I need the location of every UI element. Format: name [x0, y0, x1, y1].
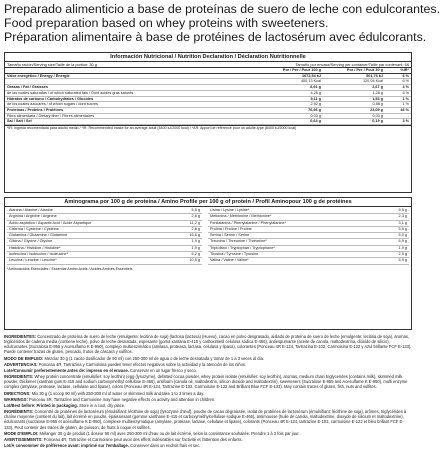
- amino-value: 2,8 g: [182, 226, 202, 232]
- description-en: Food preparation based on whey proteins with sweeteners.: [4, 16, 329, 30]
- ingredient-text: Store in a cool, dry place.: [77, 402, 126, 408]
- ingredient-heading: MODE D'EMPLOI:: [4, 430, 39, 436]
- nutrition-header-30g: Por / Per / Pour 30 g: [323, 68, 385, 73]
- amino-label: Serina / Serine / Sérine: [208, 233, 389, 239]
- ingredient-heading: INGREDIENTES:: [4, 334, 37, 339]
- amino-title: Aminograma por 100 g de proteína / Amino Profile per 100 g of protein / Profil Aminopour 100 g de protéines: [5, 198, 411, 207]
- amino-columns: [5, 207, 411, 266]
- amino-label: Histidina / Histidine / Histidine*: [7, 245, 182, 251]
- nutrition-title: Información Nutricional / Nutrition Declaration / Déclaration Nutritionnelle: [5, 53, 411, 62]
- amino-value: 5,9 g: [389, 258, 409, 264]
- amino-value: 3,1 g: [389, 220, 409, 226]
- amino-label: Fenilalanina / Phenylalanine / Phénylalanine*: [208, 220, 389, 226]
- nutrient-label: Hidratos de carbono / Carbohydrates / Glucides: [5, 96, 261, 102]
- nutrient-label: Proteínas / Proteins / Protéines: [5, 107, 261, 113]
- intake-percent: 3 %: [385, 119, 411, 125]
- ingredient-paragraph: [4, 368, 412, 373]
- intake-percent: 6 %: [385, 79, 411, 85]
- description-fr: Préparation alimentaire à base de protéines de lactosérum avec édulcorants.: [4, 30, 427, 44]
- ingredient-text: Whey protein concentrate (emulsifier: soy lecithin) (egg (lysozyme), defatted cocoa powder, whey protein isolate (emulsifier: soy lecithin), aromas, medium chain triglycerides (contains milk), skimmed milk powder, thickener (xanthan gum E-415 and sodium carboxymethyl cellulose E-466), antifoam (canola oil, maltodextrin, silicon dioxide and maltodextrin), sweeteners (Sucralose E-955 and Acesulfame K E-950), multi enzyme complex (amylase, protease, lactase, cellulase and lipase), colors (Ponceau 4R E-124, Tartrazine E-102, Carmoisine E-122 and Brilliant Blue FCF E-133). May contain traces of gluten, fish, nuts and sulfites.: [4, 374, 408, 390]
- amino-value: 1,9 g: [389, 245, 409, 251]
- value-per-100g: 0,00 g: [261, 113, 323, 119]
- ingredient-text: Conservar en un lugar fresco y seco.: [128, 367, 197, 373]
- value-per-serving: 0,00 g: [323, 113, 385, 119]
- nutrition-row: [5, 119, 411, 125]
- nutrient-label: Sal / Salt / Sel: [5, 119, 261, 125]
- amino-label: Glicina / Glycine / Glycine: [7, 239, 182, 245]
- amino-value: 2,9 g: [389, 252, 409, 258]
- amino-value: 6,9 g: [389, 239, 409, 245]
- value-per-serving: 2,67 g: [323, 85, 385, 91]
- value-per-100g: 2,92 g: [261, 102, 323, 108]
- amino-label: Cisteína / Cysteine / Cystéine: [7, 226, 182, 232]
- intake-percent: 6 %: [385, 90, 411, 96]
- nutrition-rows: [5, 73, 411, 124]
- ingredient-paragraph: [4, 443, 412, 448]
- nutrient-label: de las cuales saturadas / of which saturated fats / Dont acides gras saturés: [5, 90, 261, 96]
- ingredient-heading: MODO DE EMPLEO:: [4, 355, 44, 361]
- amino-value: 2,6 g: [182, 214, 202, 220]
- nutrient-label: de los cuales azúcares / of which sugars / dont sucres: [5, 102, 261, 108]
- value-per-serving: 1,53 g: [323, 96, 385, 102]
- ingredient-paragraph: [4, 409, 412, 430]
- value-per-100g: 8,91 g: [261, 85, 323, 91]
- amino-rows-right: [208, 208, 409, 264]
- ingredient-text: Ponceau 4R, Tartrazina y Carmoisina pueden tener efectos negativos sobre la actividad y la atención de los niños.: [37, 361, 247, 367]
- amino-label: Isoleucina / Isoleucine / Isoleucine*: [7, 252, 182, 258]
- amino-label: Treonina / Threonine / Thréonine*: [208, 239, 389, 245]
- product-description: [4, 2, 440, 44]
- amino-label: Triptófano / Tryptophan / Tryptophane*: [208, 245, 389, 251]
- amino-label: Arginina / Arginine / Arginine: [7, 214, 182, 220]
- ingredients-section: [4, 334, 412, 449]
- amino-label: Alanina / Alanine / Alanine: [7, 208, 182, 214]
- amino-column-right: [208, 208, 409, 265]
- value-per-100g: 400,13 Kcal: [261, 79, 323, 85]
- ingredient-text: Ponceau 4R, Tartrazine and Carmoisine may have negative effects on activity and attention in children.: [27, 396, 216, 402]
- amino-value: 5,0 g: [389, 233, 409, 239]
- value-per-serving: 501,76 kJ: [323, 73, 385, 79]
- intake-percent: 1 %: [385, 96, 411, 102]
- nutrition-footnote: *IR: Ingesta recomendada para adulto medio / *IR: Recommended intake for an average adult (8400 kJ/2000 kcal) / *AR: Apport de référence pour un adulte-type (8400 kJ/2000 kcal): [5, 125, 411, 131]
- amino-label: Ácido aspártico / Aspartic Acid / Acide Aspartique: [7, 220, 182, 226]
- serving-size: Tamaño ración/Serving size/Taille de la portion: 30 g: [7, 62, 97, 67]
- intake-percent: 1 %: [385, 102, 411, 108]
- ingredient-paragraph: [4, 362, 412, 367]
- amino-label: Lisina / Lysine / Lysine*: [208, 208, 389, 214]
- amino-value: 10,5 g: [182, 258, 202, 264]
- ingredient-heading: WARNINGS:: [4, 396, 28, 402]
- amino-label: Prolina / Proline / Proline: [208, 226, 389, 232]
- ingredient-heading: DIRECTIONS:: [4, 390, 31, 396]
- amino-legend: *Aminoácidos Esenciales / Essential Amino Acids / Acides Aminés Essentiels: [7, 266, 133, 271]
- ingredient-text: Ponceau 4R, Tartrazine et Carmoisine peut avoir des effets indésirables sur l'activité et l'attention des enfants.: [42, 436, 243, 442]
- nutrition-panel: [4, 52, 412, 193]
- ingredient-text: Concentrado de proteína de suero de leche (emulgente: lecitina de soja) (lactosa (lactosa) (Huevo), cacao en polvo desgrasado, aislado de proteína de suero de leche (emulgente: lecitina de soja), aromas, triglicéridos de cadena media (contiene leche), polvo de leche desnatada, espesante (goma xantana E-415 y carboximetil celulosa sódica E-466), antiespumante (aceite de canola, maltodextrina, dióxido de silicio), edulcorantes (Sucralosa E-955 y Acesulfamo K E-950), complejo multienzimático (amilasa, proteasa, lactasa, celulasa y lipasa), colorantes (Ponceau 4R E-124, Tartrazina E-102, Carmoisina E-122 y Azul brillante FCF E-133). Puede contener trazas de gluten, pescado, frutos de cáscara y sulfitos.: [4, 334, 412, 355]
- ingredient-paragraph: [4, 374, 412, 389]
- amino-value: 9,5 g: [389, 208, 409, 214]
- amino-label: Metionina / Methionine / Méthionine*: [208, 214, 389, 220]
- amino-value: 2,3 g: [389, 214, 409, 220]
- ingredient-text: Mélanger 30 g de produit (1 doseur 90 ml) avec 250-300 ml d'eau ou de lait écrémé, selon la consistance souhaitée. Prendre 1 à 3 fois par jour.: [38, 430, 300, 436]
- value-per-serving: 0,19 g: [323, 119, 385, 125]
- ingredient-paragraph: [4, 431, 412, 436]
- intake-percent: 4 %: [385, 85, 411, 91]
- ingredient-heading: Lote/Consumir preferentemente antes de: impreso en el envase.: [4, 367, 129, 373]
- amino-label: Leucina / Leucine / Leucine*: [7, 258, 182, 264]
- ingredient-text: Concentré de protéines de lactosérum (émulsifiant: lécithine de soja) (lysozyme d'œuf), poudre de cacao dégraissée, isolat de protéines de lactosérum (émulsifiant: lécithine de soja), arômes, triglycérides à chaîne moyenne (contient du lait), lait écrémé en poudre, épaississant (gomme xanthane E-415 et carboxyméthylcellulose sodique E-466), antimousse (huile de canola, maltodextrine, dioxyde de silicium et maltodextrine), édulcorants (sucralose E-955 et acésulfame K E-950), complexe multienzymatique (amylase, protéase, lactase, cellulase et lipase), colorants (Ponceau 4R E-124, tartrazine E-102, carmoisine E-122 et bleu brillant FCF E-133). Peut contenir des traces de gluten, de poisson, de fruits à coque et sulfites.: [4, 409, 407, 430]
- intake-percent: 6 %: [385, 73, 411, 79]
- value-per-100g: 76,96 g: [261, 107, 323, 113]
- amino-value: 5,5 g: [182, 208, 202, 214]
- value-per-100g: 5,11 g: [261, 96, 323, 102]
- description-es: Preparado alimenticio a base de proteínas de suero de leche con edulcorantes.: [4, 2, 440, 16]
- value-per-serving: 120,04 Kcal: [323, 79, 385, 85]
- ingredient-heading: INGREDIENTS:: [4, 374, 34, 380]
- ingredient-text: Mezclar 30 g (1 cacito dosificador de 90 ml) con 250-300 ml de agua o de leche desnatada y tomar de 1 a 3 veces al día.: [43, 355, 265, 361]
- ingredient-heading: AVERTISSEMENTS:: [4, 436, 43, 442]
- ingredient-paragraph: [4, 334, 412, 355]
- intake-percent: -: [385, 113, 411, 119]
- value-per-100g: 0,64 g: [261, 119, 323, 125]
- ingredient-heading: INGRÉDIENTS:: [4, 409, 34, 415]
- amino-value: 16,6 g: [182, 233, 202, 239]
- ingredient-paragraph: [4, 437, 412, 442]
- value-per-serving: 0,88 g: [323, 102, 385, 108]
- ingredient-paragraph: [4, 356, 412, 361]
- value-per-100g: 1672,54 kJ: [261, 73, 323, 79]
- ingredient-heading: Lot/À consommer de préférence avant: imprimé sur l'emballage.: [4, 442, 129, 448]
- servings-per-container: Tamaño por envase/Serving per container/Taille par contenant: 66: [295, 62, 409, 67]
- ingredient-paragraph: [4, 397, 412, 402]
- amino-label: Tirosina / Tyrosine / Tyrosine: [208, 252, 389, 258]
- ingredient-heading: ADVERTENCIAS:: [4, 361, 38, 367]
- nutrient-label: Valor energético / Energy / Énergie: [5, 73, 261, 79]
- ingredient-text: Mix 30 g (1 scoop 90 ml) with 250-300 ml of water or skimmed milk and take 1 to 3 times a day.: [30, 390, 205, 396]
- amino-label: Valina / Valine / Valine*: [208, 258, 389, 264]
- amino-column-left: [7, 208, 208, 265]
- ingredient-paragraph: [4, 391, 412, 396]
- amino-label: Glutamina / Glutamine / Glutamine: [7, 233, 182, 239]
- nutrient-label: Fibra alimentaria / Dietary fiber / Fibres alimentaires: [5, 113, 261, 119]
- ingredient-heading: Lot/Best before: Printed in packaging.: [4, 402, 78, 408]
- value-per-100g: 4,26 g: [261, 90, 323, 96]
- amino-value: 5,9 g: [389, 226, 409, 232]
- amino-row: [7, 258, 202, 264]
- nutrition-header-100g: Por / Per / Pour 100 g: [261, 68, 323, 73]
- amino-panel: [4, 197, 412, 330]
- value-per-serving: 1,28 g: [323, 90, 385, 96]
- ingredient-paragraph: [4, 403, 412, 408]
- amino-value: 11,2 g: [182, 220, 202, 226]
- amino-value: 6,2 g: [182, 252, 202, 258]
- ingredient-text: Conserver dans un endroit frais et sec.: [128, 442, 201, 448]
- nutrient-label: Grasas / Fat / Graisses: [5, 85, 261, 91]
- value-per-serving: 23,09 g: [323, 107, 385, 113]
- amino-rows-left: [7, 208, 202, 264]
- amino-value: 1,9 g: [182, 245, 202, 251]
- amino-value: 1,9 g: [182, 239, 202, 245]
- nutrition-header-ir: %IR*: [385, 68, 411, 73]
- intake-percent: 46 %: [385, 107, 411, 113]
- nutrition-table: [5, 68, 411, 125]
- amino-row: [208, 258, 409, 264]
